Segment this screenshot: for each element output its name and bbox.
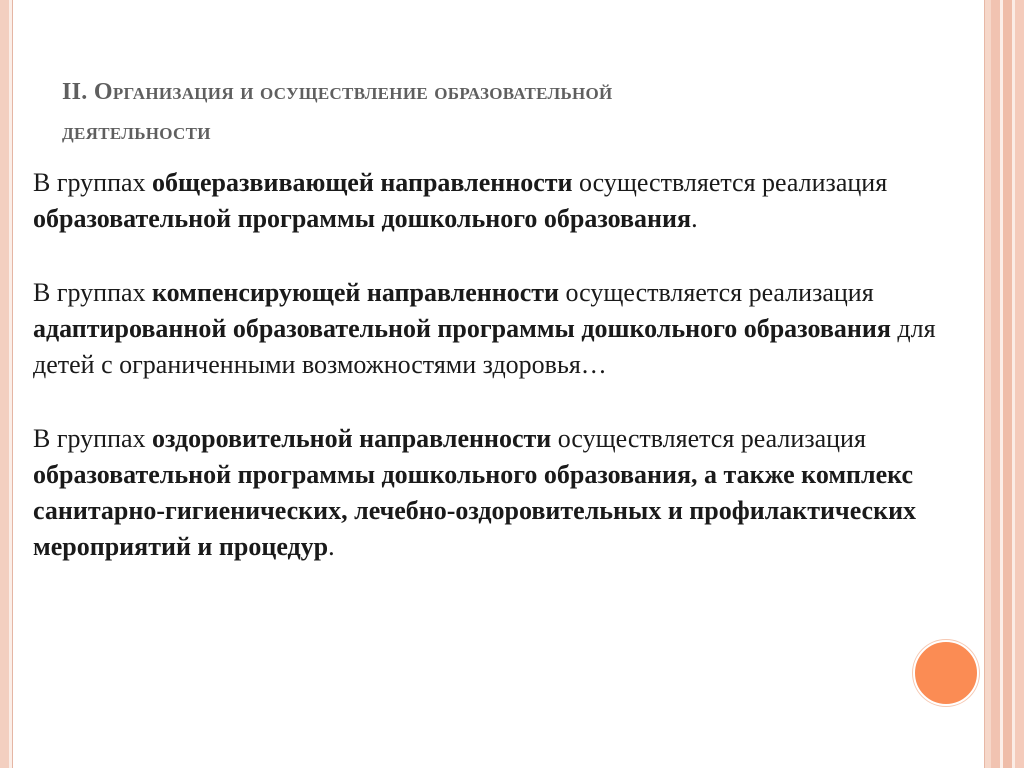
paragraph-bold-text: адаптированной образовательной программы дошкольного образования (33, 314, 891, 343)
slide-title-line2: деятельности (62, 119, 211, 145)
paragraph-text: В группах (33, 278, 153, 307)
paragraph-text: В группах (33, 424, 153, 453)
right-border-stripe (991, 0, 1000, 768)
slide-title-line1: II. Организация и осуществление образовательной (62, 79, 613, 105)
paragraph-bold-text: компенсирующей направленности (152, 278, 560, 307)
paragraph-text: . (328, 532, 335, 561)
left-border-stripe (0, 0, 9, 768)
slide-title (62, 72, 962, 152)
paragraph-text: . (691, 204, 698, 233)
paragraph-health (33, 421, 983, 565)
slide-body (33, 165, 983, 603)
paragraph-text: осуществляется реализация (551, 424, 866, 453)
paragraph-compensatory (33, 275, 983, 383)
paragraph-general (33, 165, 983, 237)
left-border-stripe (12, 0, 13, 768)
paragraph-text: В группах (33, 168, 153, 197)
paragraph-text: осуществляется реализация (559, 278, 874, 307)
paragraph-bold-text: оздоровительной направленности (152, 424, 552, 453)
paragraph-bold-text: образовательной программы дошкольного образования, а также комплекс санитарно-гигиенических, лечебно-оздоровительных и профилактических мероприятий и процедур (33, 460, 917, 561)
right-border-stripe (1003, 0, 1012, 768)
paragraph-text: для детей с ограниченными возможностями здоровья… (33, 314, 936, 379)
paragraph-bold-text: общеразвивающей направленности (152, 168, 573, 197)
decorative-circle (913, 640, 979, 706)
paragraph-bold-text: образовательной программы дошкольного образования (33, 204, 692, 233)
paragraph-text: осуществляется реализация (572, 168, 888, 197)
right-border-stripe (1015, 0, 1024, 768)
